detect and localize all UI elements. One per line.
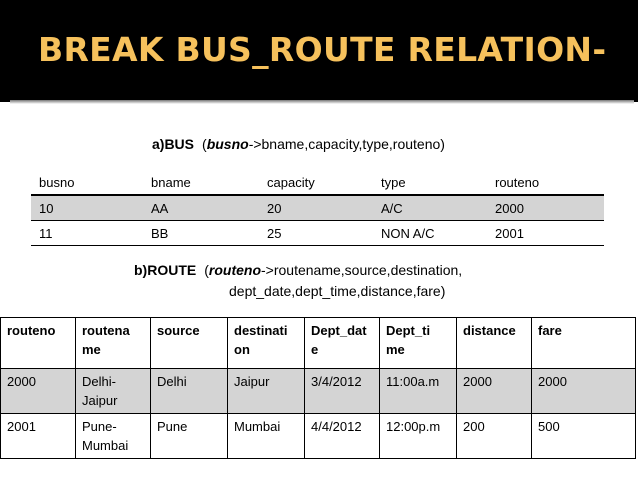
route-cell: 2001 (1, 414, 76, 459)
bus-cell: A/C (373, 195, 487, 221)
bus-cell: AA (143, 195, 259, 221)
route-cell: 2000 (532, 369, 636, 414)
route-label: b)ROUTE (134, 262, 197, 278)
route-header-cell: routeno (1, 318, 76, 369)
bus-header-cell: busno (31, 170, 143, 195)
route-cell: 2000 (1, 369, 76, 414)
route-cell: 500 (532, 414, 636, 459)
route-cell: 12:00p.m (380, 414, 457, 459)
bus-cell: 10 (31, 195, 143, 221)
route-cell: Pune (151, 414, 228, 459)
route-cell: 2000 (457, 369, 532, 414)
route-fd-rest: ->routename,source,destination, (261, 262, 463, 278)
bus-cell: 25 (259, 221, 373, 246)
slide-title: BREAK BUS_ROUTE RELATION- (38, 30, 607, 69)
route-cell: 3/4/2012 (305, 369, 380, 414)
title-bar (0, 0, 638, 102)
bus-header-cell: routeno (487, 170, 604, 195)
bus-cell: BB (143, 221, 259, 246)
bus-cell: NON A/C (373, 221, 487, 246)
route-header-cell: Dept_dat e (305, 318, 380, 369)
table-row (31, 221, 604, 246)
route-header-cell: fare (532, 318, 636, 369)
route-cell: Jaipur (228, 369, 305, 414)
bus-fd-rest: ->bname,capacity,type,routeno) (248, 136, 445, 152)
route-header-cell: distance (457, 318, 532, 369)
route-cell: 4/4/2012 (305, 414, 380, 459)
title-shadow (10, 100, 634, 104)
route-caption: b)ROUTE (routeno->routename,source,destination, (134, 262, 463, 278)
bus-label: a)BUS (152, 136, 195, 152)
bus-cell: 2001 (487, 221, 604, 246)
route-caption-line2: dept_date,dept_time,distance,fare) (229, 283, 446, 299)
route-header-cell: destinati on (228, 318, 305, 369)
route-header-cell: source (151, 318, 228, 369)
route-cell: 200 (457, 414, 532, 459)
table-row (1, 369, 636, 414)
bus-header-cell: capacity (259, 170, 373, 195)
bus-cell: 2000 (487, 195, 604, 221)
bus-cell: 20 (259, 195, 373, 221)
bus-fd-key: busno (206, 136, 249, 152)
route-cell: Delhi-Jaipur (76, 369, 151, 414)
bus-table (31, 170, 604, 246)
route-cell: Pune-Mumbai (76, 414, 151, 459)
route-header-cell: Dept_ti me (380, 318, 457, 369)
route-cell: Mumbai (228, 414, 305, 459)
bus-header-cell: type (373, 170, 487, 195)
route-cell: 11:00a.m (380, 369, 457, 414)
table-row (1, 414, 636, 459)
table-row (31, 195, 604, 221)
bus-caption: a)BUS (busno->bname,capacity,type,routeno) (152, 136, 445, 152)
bus-header-cell: bname (143, 170, 259, 195)
route-header-row (1, 318, 636, 369)
route-header-cell: routena me (76, 318, 151, 369)
route-cell: Delhi (151, 369, 228, 414)
bus-cell: 11 (31, 221, 143, 246)
route-table (0, 317, 636, 459)
route-fd-key: routeno (208, 262, 261, 278)
bus-header-row (31, 170, 604, 195)
